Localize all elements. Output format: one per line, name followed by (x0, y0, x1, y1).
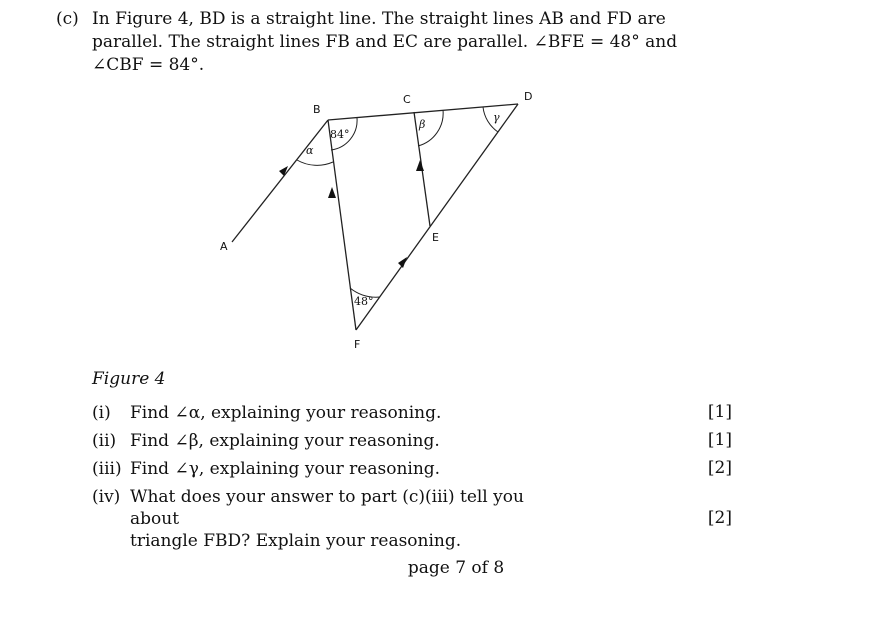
parallel-arrow-AB (279, 166, 288, 176)
point-label-A: A (220, 240, 228, 253)
angle-label-gamma: γ (493, 111, 500, 124)
point-label-C: C (403, 93, 411, 106)
point-label-B: B (313, 103, 321, 116)
point-label-E: E (432, 231, 439, 244)
marks-i: [1] (707, 402, 732, 422)
intro-line-2: parallel. The straight lines FB and EC are parallel. ∠BFE = 48° and (92, 32, 678, 52)
angle-label-alpha: α (306, 144, 314, 157)
part-label: (c) (56, 9, 79, 29)
arc-alpha (297, 160, 333, 165)
point-label-F: F (354, 338, 361, 351)
question-i (92, 402, 570, 424)
marks-iv: [2] (707, 508, 732, 528)
question-iv (92, 486, 570, 552)
line-FD (356, 104, 518, 330)
question-text-line-2: triangle FBD? Explain your reasoning. (130, 531, 462, 551)
angle-label-beta: β (419, 118, 426, 131)
marks-iii: [2] (707, 458, 732, 478)
question-iii (92, 458, 570, 480)
marks-ii: [1] (707, 430, 732, 450)
intro-line-3: ∠CBF = 84°. (92, 55, 205, 75)
question-number: (iv) (92, 487, 121, 507)
parallel-arrow-FD (398, 257, 407, 268)
line-FB (328, 120, 356, 330)
angle-label-48: 48° (354, 295, 374, 308)
question-text: Find ∠β, explaining your reasoning. (130, 431, 440, 451)
intro-line-1: In Figure 4, BD is a straight line. The straight lines AB and FD are (92, 9, 666, 29)
page-number: page 7 of 8 (407, 558, 505, 578)
question-number: (ii) (92, 431, 117, 451)
parallel-arrow-FB (328, 187, 336, 198)
question-number: (i) (92, 403, 111, 423)
question-text: Find ∠α, explaining your reasoning. (130, 403, 442, 423)
parallel-arrow-EC (416, 160, 424, 171)
line-AB (232, 120, 328, 242)
question-number: (iii) (92, 459, 122, 479)
figure-caption: Figure 4 (92, 369, 166, 389)
question-text-line-1: What does your answer to part (c)(iii) tell you about (130, 487, 524, 529)
question-ii (92, 430, 570, 452)
angle-label-84: 84° (330, 128, 350, 141)
question-text: Find ∠γ, explaining your reasoning. (130, 459, 441, 479)
point-label-D: D (524, 90, 533, 103)
